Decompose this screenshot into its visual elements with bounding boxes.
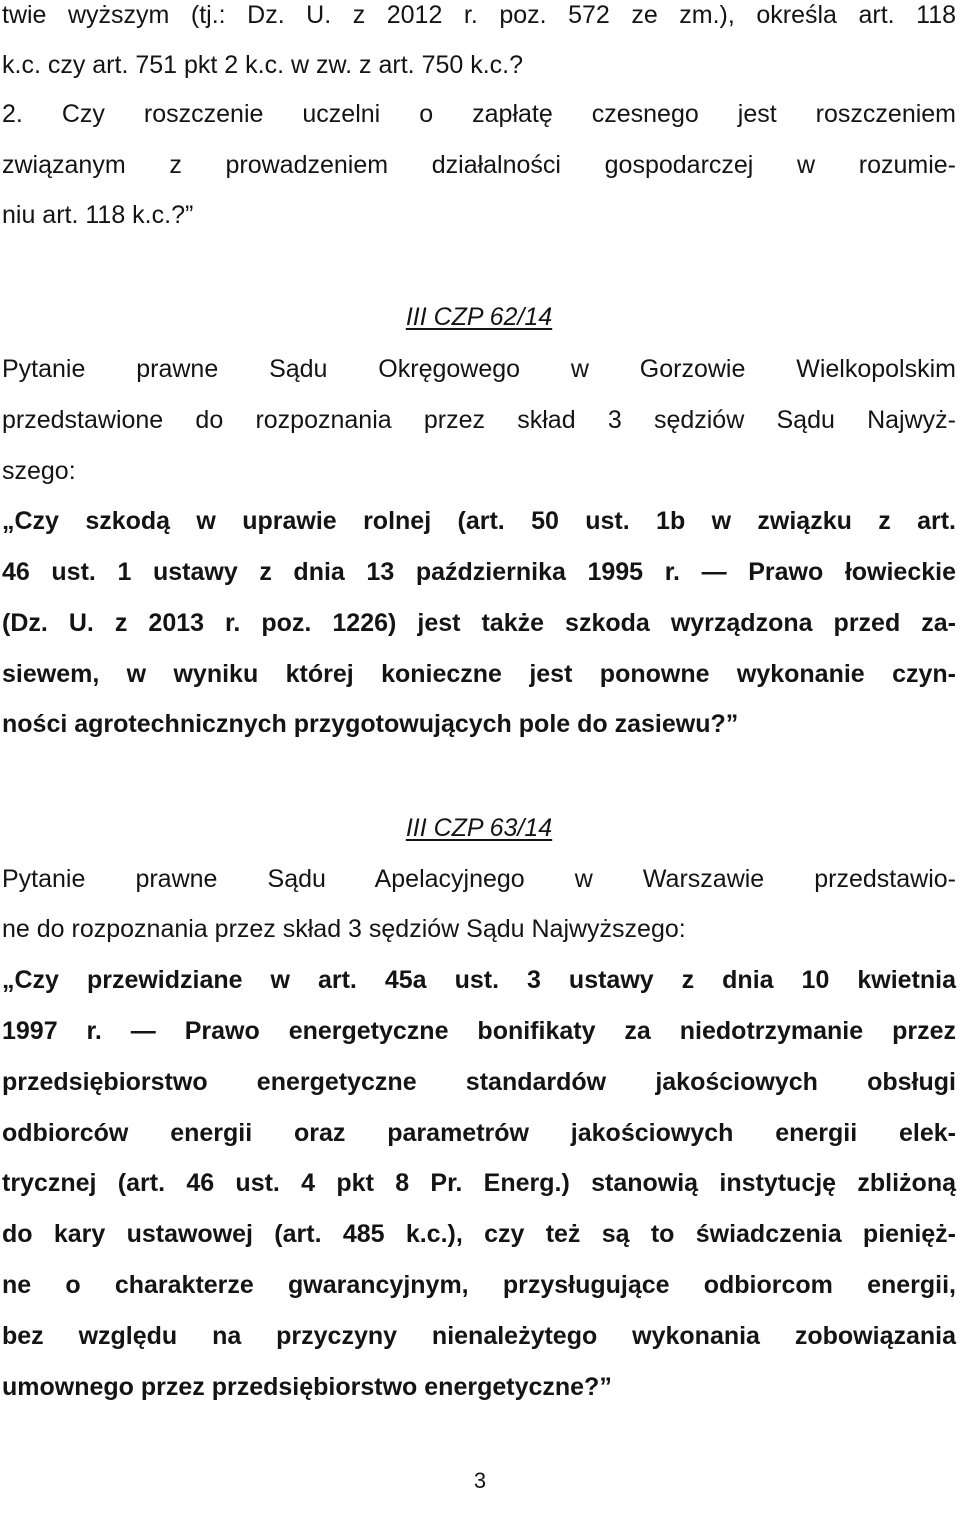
question-line: bez względu na przyczyny nienależytego wykonania zobowiązania: [2, 1322, 956, 1350]
question-line: przedsiębiorstwo energetyczne standardów jakościowych obsługi: [2, 1068, 956, 1096]
text-line: szego:: [2, 457, 76, 485]
text-line: ne do rozpoznania przez skład 3 sędziów Sądu Najwyższego:: [2, 915, 686, 943]
question-line: odbiorców energii oraz parametrów jakościowych energii elek-: [2, 1119, 956, 1147]
question-line: umownego przez przedsiębiorstwo energetyczne?”: [2, 1373, 612, 1401]
question-line: 1997 r. — Prawo energetyczne bonifikaty za niedotrzymanie przez: [2, 1017, 956, 1045]
page-number: 3: [473, 1468, 487, 1493]
question-line: siewem, w wyniku której konieczne jest ponowne wykonanie czyn-: [2, 660, 956, 688]
text-line: k.c. czy art. 751 pkt 2 k.c. w zw. z art. 750 k.c.?: [2, 51, 524, 79]
text-line: niu art. 118 k.c.?”: [2, 201, 194, 229]
question-line: ności agrotechnicznych przygotowujących pole do zasiewu?”: [2, 710, 739, 738]
question-line: (Dz. U. z 2013 r. poz. 1226) jest także szkoda wyrządzona przed za-: [2, 609, 956, 637]
question-line: 46 ust. 1 ustawy z dnia 13 października 1995 r. — Prawo łowieckie: [2, 558, 956, 586]
case-number-heading: [2, 302, 956, 332]
question-line: „Czy przewidziane w art. 45a ust. 3 ustawy z dnia 10 kwietnia: [2, 966, 956, 994]
text-line: twie wyższym (tj.: Dz. U. z 2012 r. poz. 572 ze zm.), określa art. 118: [2, 1, 956, 29]
case-number: III CZP 63/14: [405, 814, 553, 842]
text-line: Pytanie prawne Sądu Okręgowego w Gorzowie Wielkopolskim: [2, 355, 956, 383]
case-number-heading: [2, 813, 956, 843]
question-line: „Czy szkodą w uprawie rolnej (art. 50 ust. 1b w związku z art.: [2, 507, 956, 535]
text-line: Pytanie prawne Sądu Apelacyjnego w Warszawie przedstawio-: [2, 865, 956, 893]
question-line: do kary ustawowej (art. 485 k.c.), czy też są to świadczenia pienięż-: [2, 1220, 956, 1248]
case-number: III CZP 62/14: [405, 303, 553, 331]
text-line: przedstawione do rozpoznania przez skład 3 sędziów Sądu Najwyż-: [2, 406, 956, 434]
text-line: 2. Czy roszczenie uczelni o zapłatę czesnego jest roszczeniem: [2, 100, 956, 128]
question-line: ne o charakterze gwarancyjnym, przysługujące odbiorcom energii,: [2, 1271, 956, 1299]
text-line: związanym z prowadzeniem działalności gospodarczej w rozumie-: [2, 151, 956, 179]
question-line: trycznej (art. 46 ust. 4 pkt 8 Pr. Energ.) stanowią instytucję zbliżoną: [2, 1169, 956, 1197]
